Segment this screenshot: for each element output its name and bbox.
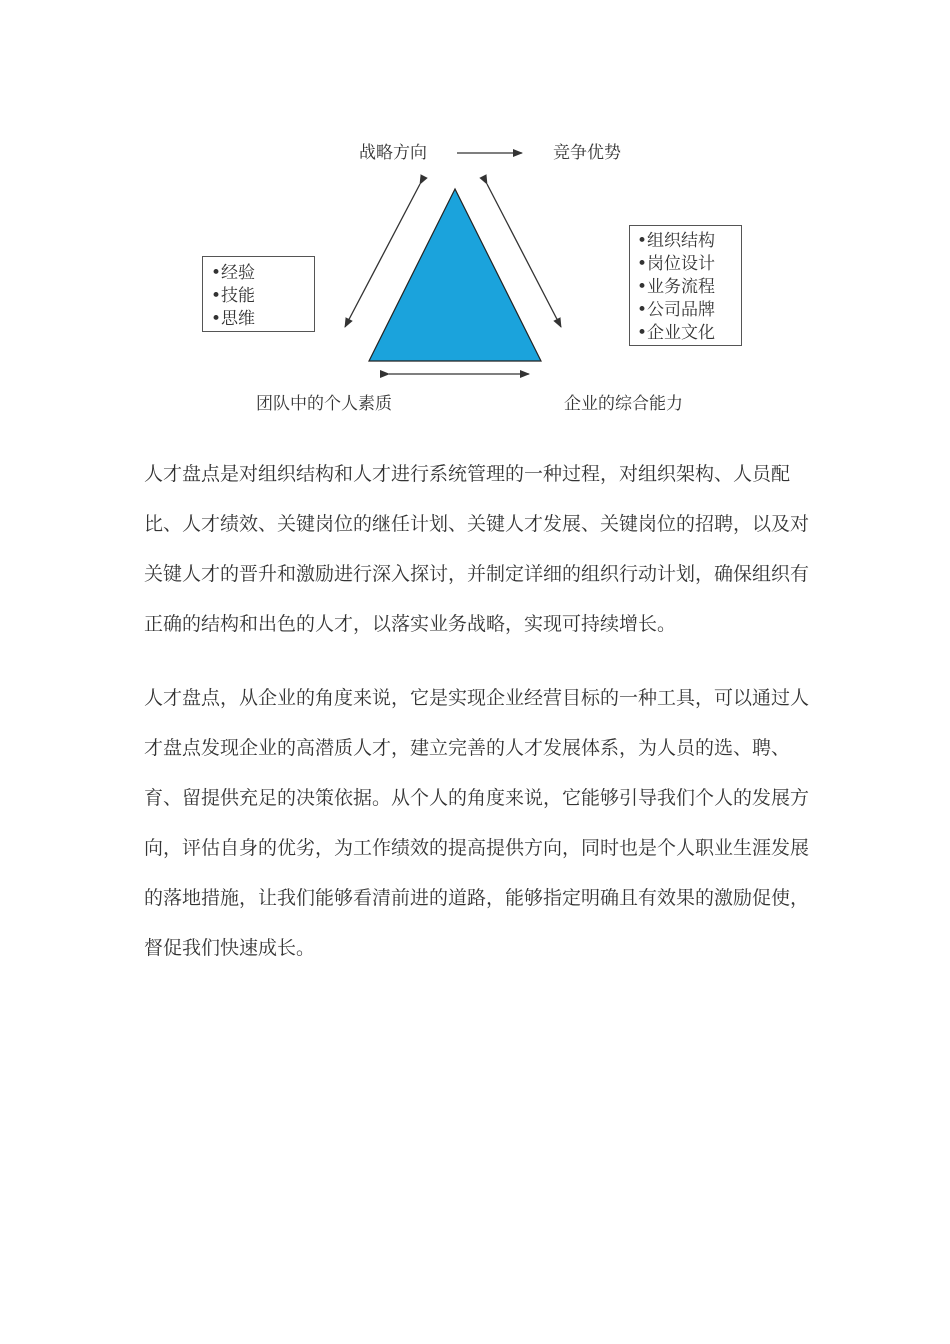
personal-qualities-box	[202, 256, 315, 332]
label-individual-quality: 团队中的个人素质	[256, 394, 392, 414]
article-paragraph: 人才盘点是对组织结构和人才进行系统管理的一种过程，对组织架构、人员配比、人才绩效、关键岗位的继任计划、关键人才发展、关键岗位的招聘，以及对关键人才的晋升和激励进行深入探讨，并制定详细的组织行动计划，确保组织有正确的结构和出色的人才，以落实业务战略，实现可持续增长。	[144, 463, 810, 635]
box-item: •岗位设计	[637, 254, 716, 274]
box-item: •业务流程	[637, 277, 716, 297]
label-enterprise-capability: 企业的综合能力	[564, 394, 683, 414]
diagram-graphic	[0, 0, 950, 430]
label-strategic-direction: 战略方向	[359, 143, 427, 163]
box-item: •经验	[211, 263, 256, 283]
organizational-factors-box	[629, 225, 742, 346]
box-item: •组织结构	[637, 231, 716, 251]
talent-review-diagram	[0, 0, 950, 430]
box-item: •思维	[211, 309, 256, 329]
box-item: •企业文化	[637, 323, 716, 343]
box-item: •技能	[211, 286, 256, 306]
article-paragraph: 人才盘点，从企业的角度来说，它是实现企业经营目标的一种工具，可以通过人才盘点发现企业的高潜质人才，建立完善的人才发展体系，为人员的选、聘、育、留提供充足的决策依据。从个人的角度来说，它能够引导我们个人的发展方向，评估自身的优劣，为工作绩效的提高提供方向，同时也是个人职业生涯发展的落地措施，让我们能够看清前进的道路，能够指定明确且有效果的激励促使，督促我们快速成长。	[144, 687, 810, 959]
box-item: •公司品牌	[637, 300, 716, 320]
triangle-shape	[369, 189, 541, 361]
label-competitive-advantage: 竞争优势	[553, 143, 621, 163]
